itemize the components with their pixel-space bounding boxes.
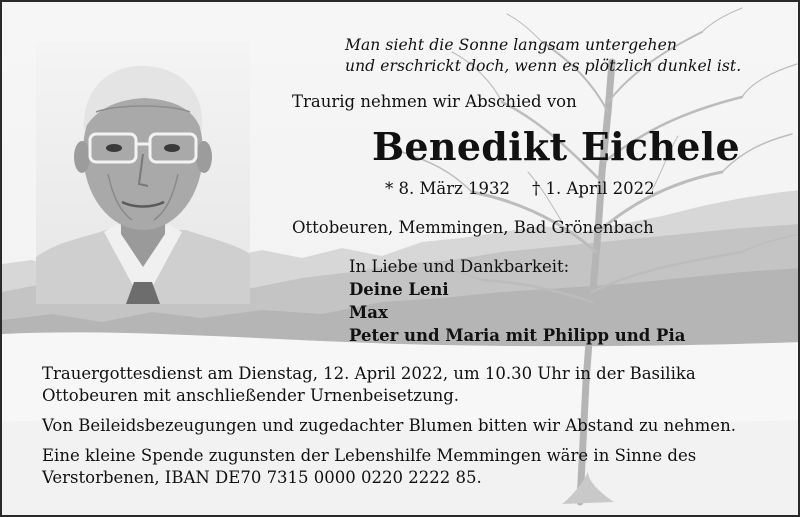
- farewell-intro: Traurig nehmen wir Abschied von: [292, 92, 577, 111]
- mourner-name: Peter und Maria mit Philipp und Pia: [349, 326, 686, 345]
- mourner-name: Deine Leni: [349, 280, 449, 299]
- birth-date: * 8. März 1932: [385, 179, 511, 198]
- portrait-photo: [36, 42, 250, 304]
- quote-line-2: und erschrickt doch, wenn es plötzlich dunkel ist.: [345, 57, 742, 75]
- service-info-line-1: Trauergottesdienst am Dienstag, 12. April 2022, um 10.30 Uhr in der Basilika: [42, 364, 696, 383]
- mourner-name: Max: [349, 303, 388, 322]
- residence-places: Ottobeuren, Memmingen, Bad Grönenbach: [292, 218, 654, 237]
- donation-note-line-1: Eine kleine Spende zugunsten der Lebenshilfe Memmingen wäre in Sinne des: [42, 446, 697, 465]
- life-dates: [385, 179, 655, 198]
- quote-line-1: Man sieht die Sonne langsam untergehen: [345, 36, 677, 54]
- condolence-note: Von Beileidsbezeugungen und zugedachter Blumen bitten wir Abstand zu nehmen.: [42, 416, 736, 435]
- mourners-heading: In Liebe und Dankbarkeit:: [349, 257, 570, 276]
- deceased-name: Benedikt Eichele: [372, 124, 740, 169]
- service-info-line-2: Ottobeuren mit anschließender Urnenbeisetzung.: [42, 386, 460, 405]
- death-date: † 1. April 2022: [532, 179, 655, 198]
- donation-note-line-2: Verstorbenen, IBAN DE70 7315 0000 0220 2222 85.: [42, 468, 482, 487]
